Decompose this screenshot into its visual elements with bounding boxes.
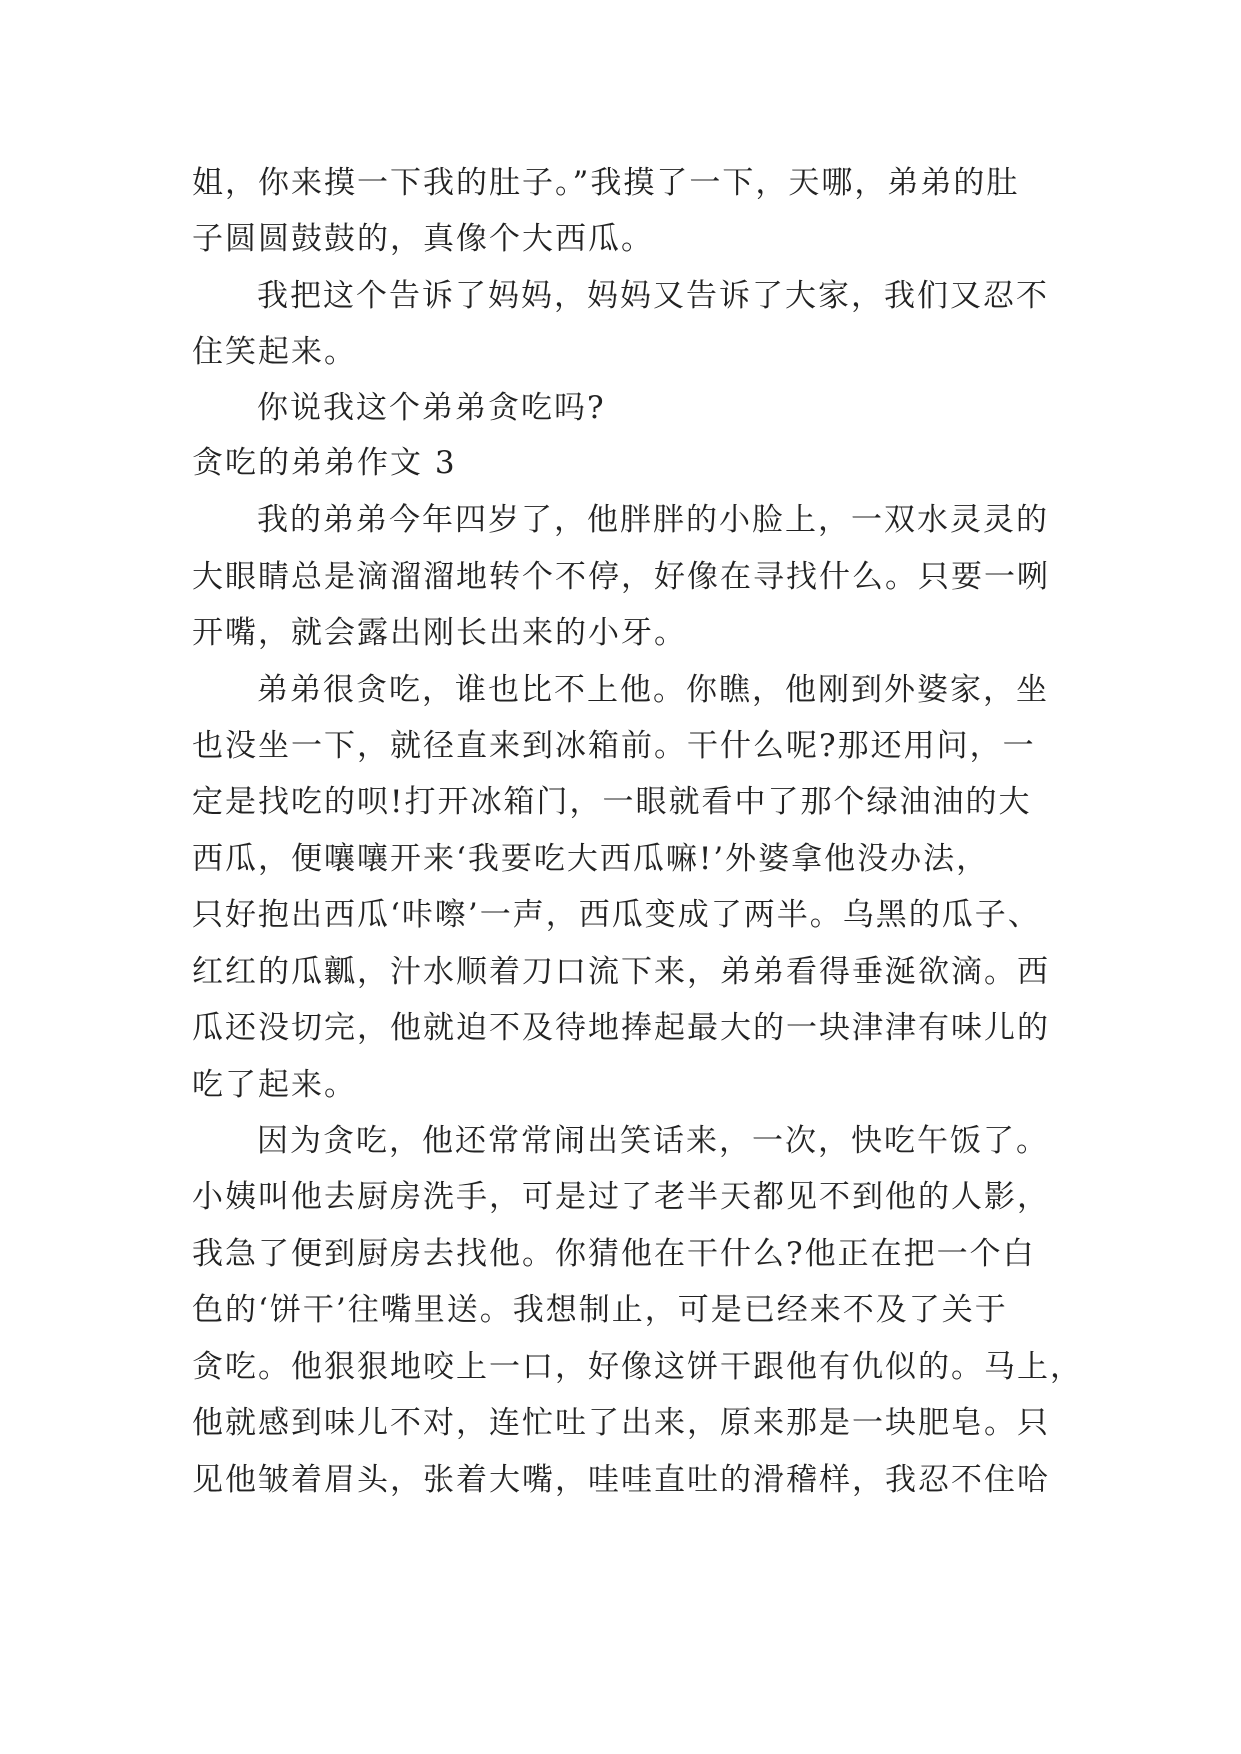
text-line: 也没坐一下，就径直来到冰箱前。干什么呢?那还用问，一 [192,728,1036,764]
text-line: 定是找吃的呗!打开冰箱门，一眼就看中了那个绿油油的大 [192,784,1032,820]
paragraph-first-line: 你说我这个弟弟贪吃吗? [257,390,606,426]
text-line: 子圆圆鼓鼓的，真像个大西瓜。 [192,221,654,257]
text-line: 我急了便到厨房去找他。你猜他在干什么?他正在把一个白 [192,1236,1036,1272]
text-line: 只好抱出西瓜‘咔嚓’一声，西瓜变成了两半。乌黑的瓜子、 [192,897,1041,933]
text-line: 见他皱着眉头，张着大嘴，哇哇直吐的滑稽样，我忍不住哈 [192,1462,1050,1498]
text-line: 小姨叫他去厨房洗手，可是过了老半天都见不到他的人影， [192,1179,1050,1215]
text-line: 红红的瓜瓤，汁水顺着刀口流下来，弟弟看得垂涎欲滴。西 [192,954,1050,990]
paragraph-first-line: 我把这个告诉了妈妈，妈妈又告诉了大家，我们又忍不 [257,278,1049,314]
text-line: 西瓜，便嚷嚷开来‘我要吃大西瓜嘛!’外婆拿他没办法， [192,841,990,877]
text-line: 姐，你来摸一下我的肚子。”我摸了一下，天哪，弟弟的肚 [192,165,1020,201]
text-line: 开嘴，就会露出刚长出来的小牙。 [192,615,687,651]
paragraph-first-line: 弟弟很贪吃，谁也比不上他。你瞧，他刚到外婆家，坐 [257,672,1049,708]
text-line: 色的‘饼干’往嘴里送。我想制止，可是已经来不及了关于 [192,1292,1008,1328]
text-line: 住笑起来。 [192,334,357,370]
text-line: 贪吃。他狠狠地咬上一口，好像这饼干跟他有仇似的。马上， [192,1349,1083,1385]
paragraph-first-line: 我的弟弟今年四岁了，他胖胖的小脸上，一双水灵灵的 [257,502,1049,538]
text-line: 瓜还没切完，他就迫不及待地捧起最大的一块津津有味儿的 [192,1010,1050,1046]
text-line: 大眼睛总是滴溜溜地转个不停，好像在寻找什么。只要一咧 [192,559,1050,595]
text-line: 吃了起来。 [192,1067,357,1103]
section-heading: 贪吃的弟弟作文 3 [192,445,457,481]
paragraph-first-line: 因为贪吃，他还常常闹出笑话来，一次，快吃午饭了。 [257,1123,1049,1159]
text-line: 他就感到味儿不对，连忙吐了出来，原来那是一块肥皂。只 [192,1405,1050,1441]
